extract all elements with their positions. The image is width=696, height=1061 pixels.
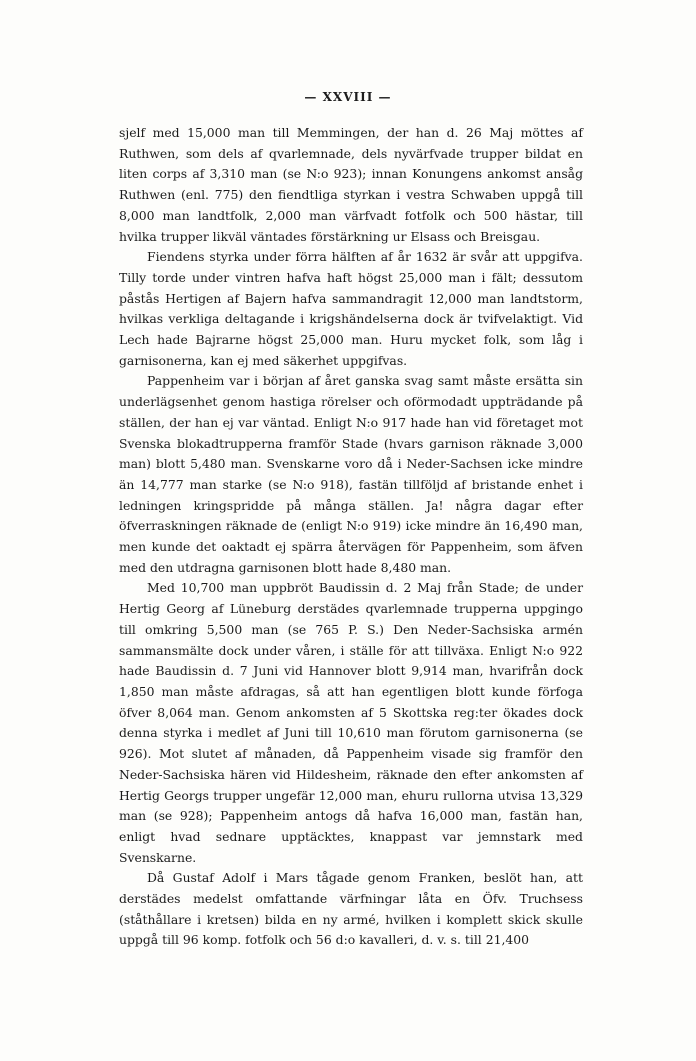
body-text: [119, 123, 583, 951]
paragraph-1: sjelf med 15,000 man till Memmingen, der han d. 26 Maj möttes af Ruthwen, som dels af qvarlemnade, dels nyvärfvade trupper bildat en liten corps af 3,310 man (se N:o 923); innan Konungens ankomst ansåg Ruthwen (enl. 775) den fiendtliga styrkan i vestra Schwaben uppgå till 8,000 man landtfolk, 2,000 man värfvadt fotfolk och 500 hästar, till hvilka trupper likväl väntades förstärkning ur Elsass och Breisgau.: [119, 125, 583, 244]
paragraph-3: Pappenheim var i början af året ganska svag samt måste ersätta sin underlägsenhet genom hastiga rörelser och oförmodadt uppträdande på ställen, der han ej var väntad. Enligt N:o 917 hade han vid företaget mot Svenska blokadtrupperna framför Stade (hvars garnison räknade 3,000 man) blott 5,480 man. Svenskarne voro då i Neder-Sachsen icke mindre än 14,777 man starke (se N:o 918), fastän tillföljd af bristande enhet i ledningen kringspridde på många ställen. Ja! några dagar efter öfverraskningen räknade de (enligt N:o 919) icke mindre än 16,490 man, men kunde det oaktadt ej spärra återvägen för Pappenheim, som äfven med den utdragna garnisonen blott hade 8,480 man.: [119, 373, 583, 575]
paragraph-5: Då Gustaf Adolf i Mars tågade genom Franken, beslöt han, att derstädes medelst omfattande värfningar låta en Öfv. Truchsess (ståthållare i kretsen) bilda en ny armé, hvilken i komplett skick skulle uppgå till 96 komp. fotfolk och 56 d:o kavalleri, d. v. s. till 21,400: [119, 870, 583, 948]
paragraph-4: Med 10,700 man uppbröt Baudissin d. 2 Maj från Stade; de under Hertig Georg af Lüneburg derstädes qvarlemnade trupperna uppgingo till omkring 5,500 man (se 765 P. S.) Den Neder-Sachsiska armén sammansmälte dock under våren, i ställe för att tillväxa. Enligt N:o 922 hade Baudissin d. 7 Juni vid Hannover blott 9,914 man, hvarifrån dock 1,850 man måste afdragas, så att han egentligen blott kunde förfoga öfver 8,064 man. Genom ankomsten af 5 Skottska reg:ter ökades dock denna styrka i medlet af Juni till 10,610 man förutom garnisonerna (se 926). Mot slutet af månaden, då Pappenheim visade sig framför den Neder-Sachsiska hären vid Hildesheim, räknade den efter ankomsten af Hertig Georgs trupper ungefär 12,000 man, ehuru rullorna utvisa 13,329 man (se 928); Pappenheim antogs då hafva 16,000 man, fastän han, enligt hvad sednare upptäcktes, knappast var jemnstark med Svenskarne.: [119, 580, 583, 865]
paragraph-2: Fiendens styrka under förra hälften af år 1632 är svår att uppgifva. Tilly torde under vintren hafva haft högst 25,000 man i fält; dessutom påstås Hertigen af Bajern hafva sammandragit 12,000 man landtstorm, hvilkas verkliga deltagande i krigshändelserna dock är tvifvelaktigt. Vid Lech hade Bajrarne högst 25,000 man. Huru mycket folk, som låg i garnisonerna, kan ej med säkerhet uppgifvas.: [119, 249, 583, 368]
page-number-header: — XXVIII —: [304, 90, 392, 104]
